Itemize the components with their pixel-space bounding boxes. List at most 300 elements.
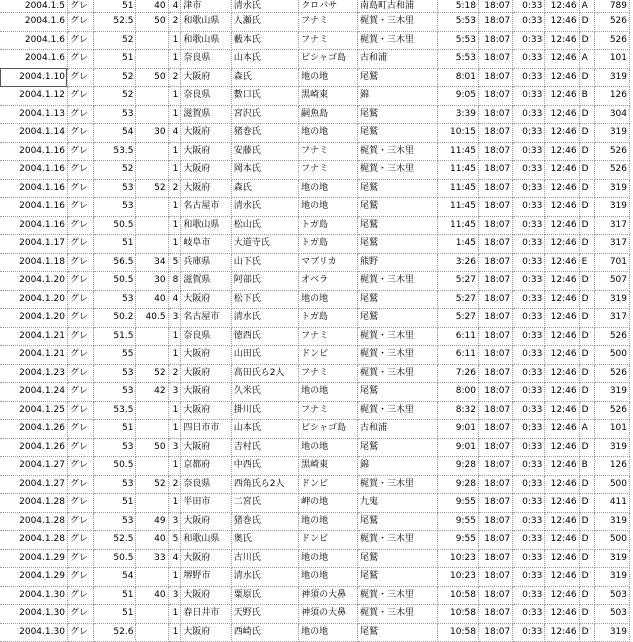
table-cell[interactable]: 12:46 — [545, 272, 579, 291]
table-cell[interactable]: 40 — [136, 586, 168, 605]
table-cell[interactable]: グレ — [67, 87, 93, 106]
table-cell[interactable] — [136, 216, 168, 235]
table-cell[interactable] — [136, 623, 168, 642]
table-cell[interactable]: フナミ — [299, 31, 358, 50]
table-cell[interactable]: 大阪府 — [181, 623, 231, 642]
table-cell[interactable]: D — [579, 475, 594, 494]
table-cell[interactable]: 梶賀・三木里 — [358, 364, 438, 383]
table-cell[interactable]: 12:46 — [545, 327, 579, 346]
table-cell[interactable]: 0:33 — [513, 142, 545, 161]
table-cell[interactable]: 0:33 — [513, 124, 545, 143]
table-cell[interactable]: 0:33 — [513, 586, 545, 605]
table-cell[interactable]: 12:46 — [545, 531, 579, 550]
table-cell[interactable]: 尾鷲 — [358, 105, 438, 124]
table-cell[interactable]: 山本氏 — [231, 50, 298, 69]
table-cell[interactable]: 久米氏 — [231, 383, 298, 402]
table-cell[interactable]: 大阪府 — [181, 142, 231, 161]
table-cell[interactable]: 梶賀・三木里 — [358, 272, 438, 291]
table-cell[interactable]: グレ — [67, 68, 93, 87]
table-cell[interactable]: 0:33 — [513, 309, 545, 328]
table-cell[interactable]: 12:46 — [545, 124, 579, 143]
table-cell[interactable]: 53.5 — [93, 401, 136, 420]
table-cell[interactable]: 10:15 — [438, 124, 479, 143]
table-cell[interactable]: 18:07 — [478, 549, 512, 568]
table-cell[interactable]: 0:33 — [513, 272, 545, 291]
table-cell[interactable]: 53 — [93, 364, 136, 383]
table-cell[interactable]: 126 — [594, 87, 629, 106]
table-cell[interactable]: 0:33 — [513, 253, 545, 272]
table-cell[interactable]: 51 — [93, 0, 136, 13]
table-cell[interactable]: グレ — [67, 327, 93, 346]
table-cell[interactable]: D — [579, 438, 594, 457]
table-cell[interactable]: 8:32 — [438, 401, 479, 420]
table-cell[interactable]: 猪巻氏 — [231, 512, 298, 531]
table-cell[interactable]: 梶賀・三木里 — [358, 586, 438, 605]
table-cell[interactable]: 503 — [594, 605, 629, 624]
table-cell[interactable]: 12:46 — [545, 142, 579, 161]
table-cell[interactable]: 0:33 — [513, 401, 545, 420]
table-cell[interactable]: 尾鷲 — [358, 309, 438, 328]
table-cell[interactable]: 0:33 — [513, 549, 545, 568]
table-cell[interactable]: 18:07 — [478, 235, 512, 254]
table-cell[interactable]: 清水氏 — [231, 198, 298, 217]
table-cell[interactable]: 0:33 — [513, 475, 545, 494]
table-cell[interactable]: 3:39 — [438, 105, 479, 124]
table-cell[interactable]: 0:33 — [513, 235, 545, 254]
table-cell[interactable]: 1 — [168, 568, 181, 587]
table-cell[interactable]: 森氏 — [231, 68, 298, 87]
table-cell[interactable]: D — [579, 327, 594, 346]
table-cell[interactable]: 12:46 — [545, 198, 579, 217]
table-cell[interactable] — [136, 142, 168, 161]
table-cell[interactable]: 大阪府 — [181, 512, 231, 531]
table-cell[interactable]: 317 — [594, 235, 629, 254]
table-cell[interactable]: 吉村氏 — [231, 438, 298, 457]
table-cell[interactable]: 二宮氏 — [231, 494, 298, 513]
table-cell[interactable]: 12:46 — [545, 68, 579, 87]
table-cell[interactable]: 2 — [168, 68, 181, 87]
table-cell[interactable]: 岡本氏 — [231, 161, 298, 180]
table-cell[interactable]: ドンビ — [299, 475, 358, 494]
table-cell[interactable]: 大阪府 — [181, 438, 231, 457]
table-cell[interactable]: 2004.1.27 — [0, 457, 67, 476]
table-cell[interactable]: 12:46 — [545, 161, 579, 180]
table-cell[interactable]: フナミ — [299, 327, 358, 346]
table-cell[interactable]: 317 — [594, 216, 629, 235]
table-cell[interactable]: 奈良県 — [181, 87, 231, 106]
table-cell[interactable]: グレ — [67, 0, 93, 13]
table-cell[interactable]: 1 — [168, 494, 181, 513]
table-cell[interactable]: 1 — [168, 31, 181, 50]
table-cell[interactable]: 山本氏 — [231, 420, 298, 439]
table-cell[interactable]: 9:55 — [438, 531, 479, 550]
table-cell[interactable]: 奈良県 — [181, 475, 231, 494]
table-cell[interactable]: 12:46 — [545, 290, 579, 309]
table-cell[interactable]: 尾鷲 — [358, 290, 438, 309]
table-cell[interactable] — [136, 346, 168, 365]
table-cell[interactable]: グレ — [67, 272, 93, 291]
table-cell[interactable]: 粟原氏 — [231, 586, 298, 605]
table-cell[interactable]: A — [579, 420, 594, 439]
table-cell[interactable]: D — [579, 605, 594, 624]
table-cell[interactable]: 清水氏 — [231, 0, 298, 13]
table-cell[interactable]: 12:46 — [545, 31, 579, 50]
table-cell[interactable]: 尾鷲 — [358, 512, 438, 531]
table-cell[interactable]: D — [579, 235, 594, 254]
table-cell[interactable]: 神須の大鼻 — [299, 605, 358, 624]
table-cell[interactable]: 0:33 — [513, 605, 545, 624]
table-cell[interactable]: 尾鷲 — [358, 198, 438, 217]
table-cell[interactable]: 50.5 — [93, 272, 136, 291]
table-cell[interactable]: 53 — [93, 290, 136, 309]
table-cell[interactable]: 12:46 — [545, 253, 579, 272]
table-cell[interactable]: 500 — [594, 346, 629, 365]
table-cell[interactable]: 9:55 — [438, 494, 479, 513]
table-cell[interactable]: 101 — [594, 420, 629, 439]
table-cell[interactable]: 50.5 — [93, 216, 136, 235]
table-cell[interactable]: 古和浦 — [358, 50, 438, 69]
table-cell[interactable]: 18:07 — [478, 309, 512, 328]
table-cell[interactable]: 11:45 — [438, 142, 479, 161]
table-cell[interactable]: 高田氏ら2人 — [231, 364, 298, 383]
table-cell[interactable]: 526 — [594, 13, 629, 32]
table-cell[interactable]: 2004.1.26 — [0, 438, 67, 457]
table-cell[interactable]: 2004.1.18 — [0, 253, 67, 272]
table-cell[interactable]: 4 — [168, 0, 181, 13]
table-cell[interactable]: 1 — [168, 142, 181, 161]
table-cell[interactable]: 梶賀・三木里 — [358, 161, 438, 180]
table-cell[interactable]: 500 — [594, 475, 629, 494]
table-cell[interactable]: 9:05 — [438, 87, 479, 106]
table-cell[interactable]: 11:45 — [438, 216, 479, 235]
table-cell[interactable]: 0:33 — [513, 216, 545, 235]
table-cell[interactable]: クロバサ — [299, 0, 358, 13]
table-cell[interactable]: 大阪府 — [181, 383, 231, 402]
table-cell[interactable]: 49 — [136, 512, 168, 531]
table-cell[interactable]: 53 — [93, 438, 136, 457]
table-cell[interactable]: 319 — [594, 290, 629, 309]
table-cell[interactable]: 2004.1.21 — [0, 346, 67, 365]
table-cell[interactable]: 53 — [93, 512, 136, 531]
table-cell[interactable]: 尾鷲 — [358, 216, 438, 235]
table-cell[interactable]: 1 — [168, 401, 181, 420]
table-cell[interactable]: 1 — [168, 457, 181, 476]
table-cell[interactable]: 3 — [168, 309, 181, 328]
table-cell[interactable]: フナミ — [299, 13, 358, 32]
table-cell[interactable]: 黒崎東 — [299, 457, 358, 476]
table-cell[interactable]: 梶賀・三木里 — [358, 142, 438, 161]
table-cell[interactable]: 地の地 — [299, 124, 358, 143]
table-cell[interactable]: 尾鷲 — [358, 549, 438, 568]
table-cell[interactable]: 52 — [93, 68, 136, 87]
table-cell[interactable]: 0:33 — [513, 105, 545, 124]
table-cell[interactable]: 12:46 — [545, 105, 579, 124]
table-cell[interactable]: 9:01 — [438, 438, 479, 457]
table-cell[interactable]: フナミ — [299, 142, 358, 161]
table-cell[interactable]: 52 — [93, 161, 136, 180]
table-cell[interactable]: ビシャゴ島 — [299, 50, 358, 69]
table-cell[interactable]: 尾鷲 — [358, 124, 438, 143]
table-cell[interactable]: 和歌山県 — [181, 216, 231, 235]
table-cell[interactable]: 0:33 — [513, 50, 545, 69]
table-cell[interactable]: 安藤氏 — [231, 142, 298, 161]
table-cell[interactable]: D — [579, 272, 594, 291]
table-cell[interactable]: 9:28 — [438, 457, 479, 476]
table-cell[interactable]: グレ — [67, 457, 93, 476]
table-cell[interactable]: 54 — [93, 124, 136, 143]
table-cell[interactable]: 8:01 — [438, 68, 479, 87]
table-cell[interactable]: 梶賀・三木里 — [358, 531, 438, 550]
table-cell[interactable]: 319 — [594, 512, 629, 531]
table-cell[interactable]: グレ — [67, 346, 93, 365]
table-cell[interactable]: グレ — [67, 605, 93, 624]
table-cell[interactable]: 18:07 — [478, 272, 512, 291]
table-cell[interactable]: 西崎氏 — [231, 623, 298, 642]
table-cell[interactable]: 503 — [594, 586, 629, 605]
table-cell[interactable]: 梶賀・三木里 — [358, 327, 438, 346]
table-cell[interactable]: 古和浦 — [358, 420, 438, 439]
table-cell[interactable]: 2004.1.28 — [0, 494, 67, 513]
table-cell[interactable]: 梶賀・三木里 — [358, 346, 438, 365]
table-cell[interactable]: 地の地 — [299, 568, 358, 587]
table-cell[interactable]: マブリカ — [299, 253, 358, 272]
table-cell[interactable]: 2004.1.20 — [0, 290, 67, 309]
table-cell[interactable]: 地の地 — [299, 438, 358, 457]
table-cell[interactable]: 地の地 — [299, 549, 358, 568]
table-cell[interactable]: 清水氏 — [231, 309, 298, 328]
table-cell[interactable]: D — [579, 105, 594, 124]
table-cell[interactable] — [136, 105, 168, 124]
table-cell[interactable]: 3:26 — [438, 253, 479, 272]
table-cell[interactable]: 滋賀県 — [181, 105, 231, 124]
table-cell[interactable]: グレ — [67, 142, 93, 161]
table-cell[interactable]: 12:46 — [545, 549, 579, 568]
table-cell[interactable]: 12:46 — [545, 50, 579, 69]
table-cell[interactable]: 1 — [168, 216, 181, 235]
table-cell[interactable]: 9:01 — [438, 420, 479, 439]
table-cell[interactable]: 0:33 — [513, 383, 545, 402]
table-cell[interactable]: 526 — [594, 31, 629, 50]
table-cell[interactable]: E — [579, 253, 594, 272]
table-cell[interactable]: グレ — [67, 161, 93, 180]
table-cell[interactable]: 411 — [594, 494, 629, 513]
table-cell[interactable]: グレ — [67, 50, 93, 69]
table-cell[interactable]: 藪本氏 — [231, 31, 298, 50]
table-cell[interactable]: 松下氏 — [231, 290, 298, 309]
table-cell[interactable]: 18:07 — [478, 586, 512, 605]
table-cell[interactable]: 319 — [594, 438, 629, 457]
table-cell[interactable]: 2004.1.13 — [0, 105, 67, 124]
table-cell[interactable]: 18:07 — [478, 475, 512, 494]
table-cell[interactable]: グレ — [67, 383, 93, 402]
table-cell[interactable]: 黒崎東 — [299, 87, 358, 106]
table-cell[interactable]: 52 — [136, 179, 168, 198]
table-cell[interactable] — [136, 568, 168, 587]
table-cell[interactable]: 1 — [168, 605, 181, 624]
table-cell[interactable]: D — [579, 179, 594, 198]
table-cell[interactable]: 地の地 — [299, 512, 358, 531]
table-cell[interactable]: 56.5 — [93, 253, 136, 272]
table-cell[interactable]: 2004.1.16 — [0, 198, 67, 217]
table-cell[interactable]: 5:27 — [438, 272, 479, 291]
table-cell[interactable]: グレ — [67, 420, 93, 439]
table-cell[interactable]: 18:07 — [478, 605, 512, 624]
table-cell[interactable]: 11:45 — [438, 198, 479, 217]
table-cell[interactable]: 中西氏 — [231, 457, 298, 476]
table-cell[interactable]: 50 — [136, 13, 168, 32]
table-cell[interactable]: 2004.1.16 — [0, 142, 67, 161]
table-cell[interactable]: 掛川氏 — [231, 401, 298, 420]
table-cell[interactable]: 319 — [594, 383, 629, 402]
table-cell[interactable]: グレ — [67, 13, 93, 32]
table-cell[interactable]: 1 — [168, 87, 181, 106]
table-cell[interactable]: グレ — [67, 309, 93, 328]
table-cell[interactable]: 2004.1.16 — [0, 179, 67, 198]
table-cell[interactable]: 0:33 — [513, 87, 545, 106]
table-cell[interactable]: 54 — [93, 568, 136, 587]
table-cell[interactable]: 2004.1.12 — [0, 87, 67, 106]
table-cell[interactable]: 317 — [594, 309, 629, 328]
table-cell[interactable]: 1 — [168, 623, 181, 642]
table-cell[interactable]: 12:46 — [545, 457, 579, 476]
table-cell[interactable]: D — [579, 568, 594, 587]
table-cell[interactable]: 尾鷲 — [358, 623, 438, 642]
table-cell[interactable]: 堺野市 — [181, 568, 231, 587]
table-cell[interactable]: 18:07 — [478, 87, 512, 106]
table-cell[interactable]: 人瀬氏 — [231, 13, 298, 32]
table-cell[interactable]: 52 — [136, 475, 168, 494]
table-cell[interactable]: 18:07 — [478, 494, 512, 513]
table-cell[interactable]: 2004.1.29 — [0, 568, 67, 587]
table-cell[interactable]: 2004.1.21 — [0, 327, 67, 346]
table-cell[interactable]: 5:18 — [438, 0, 479, 13]
table-cell[interactable]: 2004.1.30 — [0, 623, 67, 642]
table-cell[interactable]: 319 — [594, 623, 629, 642]
table-cell[interactable]: D — [579, 364, 594, 383]
table-cell[interactable]: 2 — [168, 179, 181, 198]
table-cell[interactable]: 18:07 — [478, 105, 512, 124]
table-cell[interactable]: 大阪府 — [181, 364, 231, 383]
table-cell[interactable]: 大阪府 — [181, 124, 231, 143]
table-cell[interactable]: 101 — [594, 50, 629, 69]
table-cell[interactable]: 四日市市 — [181, 420, 231, 439]
table-cell[interactable]: 5:53 — [438, 13, 479, 32]
table-cell[interactable]: 2004.1.23 — [0, 364, 67, 383]
table-cell[interactable]: 18:07 — [478, 31, 512, 50]
table-cell[interactable]: B — [579, 457, 594, 476]
table-cell[interactable]: 熊野 — [358, 253, 438, 272]
table-cell[interactable]: 18:07 — [478, 568, 512, 587]
table-cell[interactable]: 12:46 — [545, 383, 579, 402]
table-cell[interactable]: 2004.1.28 — [0, 531, 67, 550]
table-cell[interactable]: 1 — [168, 198, 181, 217]
table-cell[interactable]: 33 — [136, 549, 168, 568]
table-cell[interactable]: 18:07 — [478, 438, 512, 457]
table-cell[interactable]: 53 — [93, 198, 136, 217]
table-cell[interactable]: グレ — [67, 531, 93, 550]
table-cell[interactable]: 地の地 — [299, 623, 358, 642]
table-cell[interactable]: 岬の地 — [299, 494, 358, 513]
table-cell[interactable]: 12:46 — [545, 216, 579, 235]
table-cell[interactable]: 12:46 — [545, 87, 579, 106]
table-cell[interactable]: 4 — [168, 290, 181, 309]
table-cell[interactable]: 507 — [594, 272, 629, 291]
table-cell[interactable]: 8:00 — [438, 383, 479, 402]
table-cell[interactable] — [136, 31, 168, 50]
table-cell[interactable]: 2004.1.26 — [0, 420, 67, 439]
table-cell[interactable]: 2004.1.6 — [0, 13, 67, 32]
table-cell[interactable]: 大阪府 — [181, 179, 231, 198]
table-cell[interactable]: 地の地 — [299, 68, 358, 87]
table-cell[interactable]: 18:07 — [478, 457, 512, 476]
table-cell[interactable]: 2004.1.17 — [0, 235, 67, 254]
table-cell[interactable]: 0:33 — [513, 531, 545, 550]
table-cell[interactable]: 9:55 — [438, 512, 479, 531]
table-cell[interactable]: 地の地 — [299, 179, 358, 198]
table-cell[interactable] — [136, 87, 168, 106]
table-cell[interactable]: D — [579, 549, 594, 568]
table-cell[interactable]: 0:33 — [513, 179, 545, 198]
table-cell[interactable]: 51 — [93, 50, 136, 69]
table-cell[interactable]: 40 — [136, 0, 168, 13]
table-cell[interactable]: D — [579, 346, 594, 365]
table-cell[interactable]: 51 — [93, 235, 136, 254]
table-cell[interactable]: 18:07 — [478, 142, 512, 161]
table-cell[interactable]: 尾鷲 — [358, 383, 438, 402]
table-cell[interactable]: フナミ — [299, 364, 358, 383]
table-cell[interactable]: 岐阜市 — [181, 235, 231, 254]
table-cell[interactable]: 和歌山県 — [181, 31, 231, 50]
table-cell[interactable]: グレ — [67, 235, 93, 254]
table-cell[interactable]: 滋賀県 — [181, 272, 231, 291]
table-cell[interactable]: 53 — [93, 105, 136, 124]
table-cell[interactable]: 0:33 — [513, 327, 545, 346]
table-cell[interactable]: D — [579, 13, 594, 32]
table-cell[interactable]: グレ — [67, 512, 93, 531]
table-cell[interactable]: 18:07 — [478, 253, 512, 272]
table-cell[interactable]: 50.2 — [93, 309, 136, 328]
table-cell[interactable]: 18:07 — [478, 346, 512, 365]
table-cell[interactable]: 大阪府 — [181, 401, 231, 420]
table-cell[interactable]: 18:07 — [478, 327, 512, 346]
table-cell[interactable]: 6:11 — [438, 346, 479, 365]
table-cell[interactable]: グレ — [67, 290, 93, 309]
table-cell[interactable]: 地の地 — [299, 290, 358, 309]
table-cell[interactable]: 52.6 — [93, 623, 136, 642]
table-cell[interactable]: 阿部氏 — [231, 272, 298, 291]
table-cell[interactable]: 5:27 — [438, 309, 479, 328]
table-cell[interactable]: 6:11 — [438, 327, 479, 346]
table-cell[interactable]: 古川氏 — [231, 549, 298, 568]
table-cell[interactable]: 18:07 — [478, 531, 512, 550]
table-cell[interactable]: 0:33 — [513, 512, 545, 531]
table-cell[interactable]: グレ — [67, 568, 93, 587]
table-cell[interactable]: 地の地 — [299, 383, 358, 402]
table-cell[interactable]: 0:33 — [513, 31, 545, 50]
table-cell[interactable]: 51 — [93, 494, 136, 513]
table-cell[interactable]: 11:45 — [438, 179, 479, 198]
table-cell[interactable]: 52 — [93, 87, 136, 106]
table-cell[interactable]: 500 — [594, 531, 629, 550]
table-cell[interactable]: 0:33 — [513, 0, 545, 13]
table-cell[interactable]: 12:46 — [545, 13, 579, 32]
table-cell[interactable]: 名古屋市 — [181, 309, 231, 328]
table-cell[interactable]: 5 — [168, 253, 181, 272]
table-cell[interactable]: 18:07 — [478, 216, 512, 235]
table-cell[interactable] — [136, 198, 168, 217]
table-cell[interactable]: 地の地 — [299, 198, 358, 217]
table-cell[interactable]: 1:45 — [438, 235, 479, 254]
